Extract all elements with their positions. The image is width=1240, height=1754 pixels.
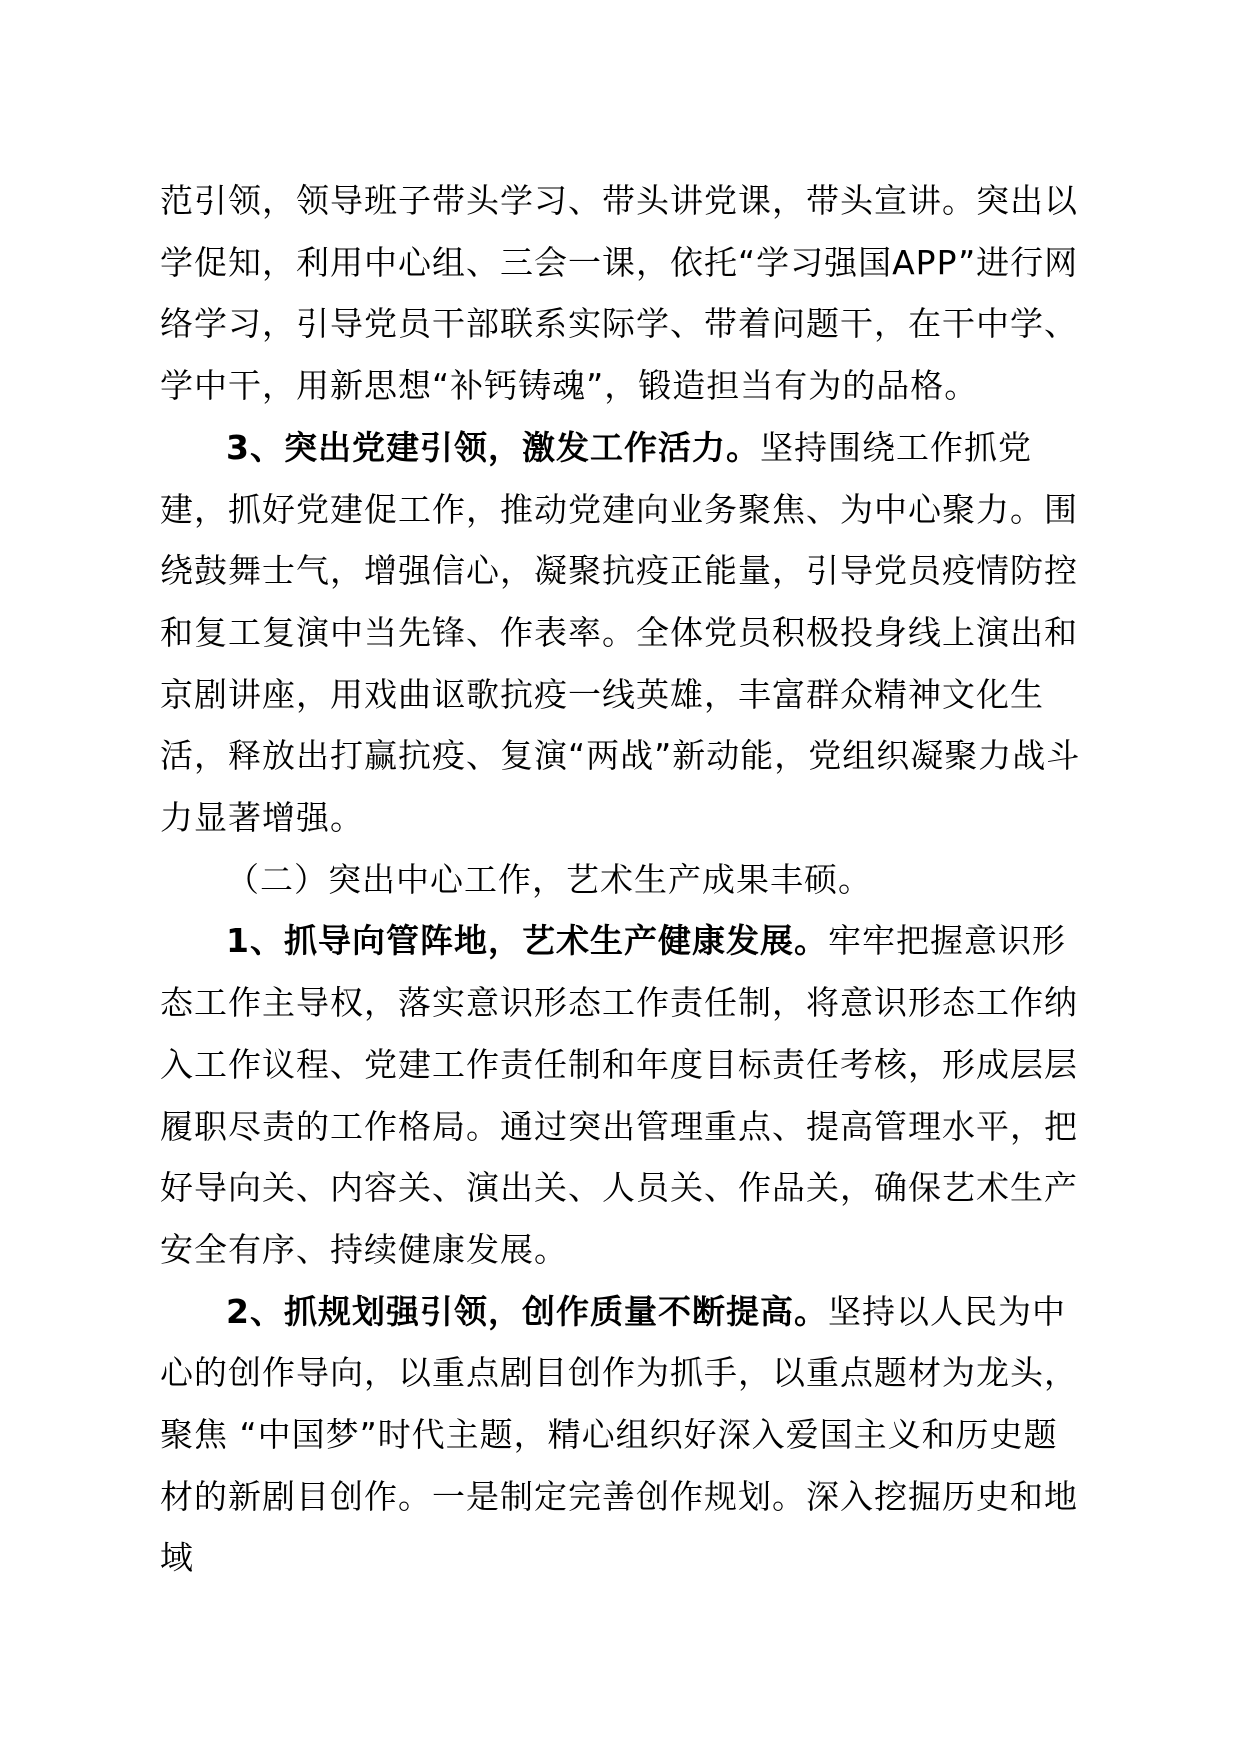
paragraph-text: 坚持以人民为中心的创作导向，以重点剧目创作为抓手，以重点题材为龙头，聚焦 “中国梦”时代主题，精心组织好深入爱国主义和历史题材的新剧目创作。一是制定完善创作规划。深入挖掘历史和地域 (160, 1291, 1078, 1578)
subsection-title-text: （二）突出中心工作，艺术生产成果丰硕。 (226, 859, 872, 899)
subsection-title (160, 849, 1090, 911)
paragraph-text: 范引领，领导班子带头学习、带头讲党课，带头宣讲。突出以学促知，利用中心组、三会一课，依托“学习强国APP”进行网络学习，引导党员干部联系实际学、带着问题干，在干中学、学中干，用新思想“补钙铸魂”，锻造担当有为的品格。 (160, 181, 1079, 406)
section-heading: 2、抓规划强引领，创作质量不断提高。 (226, 1291, 828, 1331)
section-heading: 1、抓导向管阵地，艺术生产健康发展。 (226, 921, 828, 961)
paragraph-party-building (160, 417, 1090, 849)
paragraph-ideology (160, 910, 1090, 1280)
paragraph-planning (160, 1281, 1090, 1590)
document-body (160, 170, 1090, 1589)
paragraph-text: 坚持围绕工作抓党建，抓好党建促工作，推动党建向业务聚焦、为中心聚力。围绕鼓舞士气，增强信心，凝聚抗疫正能量，引导党员疫情防控和复工复演中当先锋、作表率。全体党员积极投身线上演出和京剧讲座，用戏曲讴歌抗疫一线英雄，丰富群众精神文化生活，释放出打赢抗疫、复演“两战”新动能，党组织凝聚力战斗力显著增强。 (160, 427, 1081, 838)
paragraph-leadership-study (160, 170, 1090, 417)
section-heading: 3、突出党建引领，激发工作活力。 (226, 427, 760, 467)
paragraph-text: 牢牢把握意识形态工作主导权，落实意识形态工作责任制，将意识形态工作纳入工作议程、党建工作责任制和年度目标责任考核，形成层层履职尽责的工作格局。通过突出管理重点、提高管理水平，把好导向关、内容关、演出关、人员关、作品关，确保艺术生产安全有序、持续健康发展。 (160, 921, 1078, 1269)
